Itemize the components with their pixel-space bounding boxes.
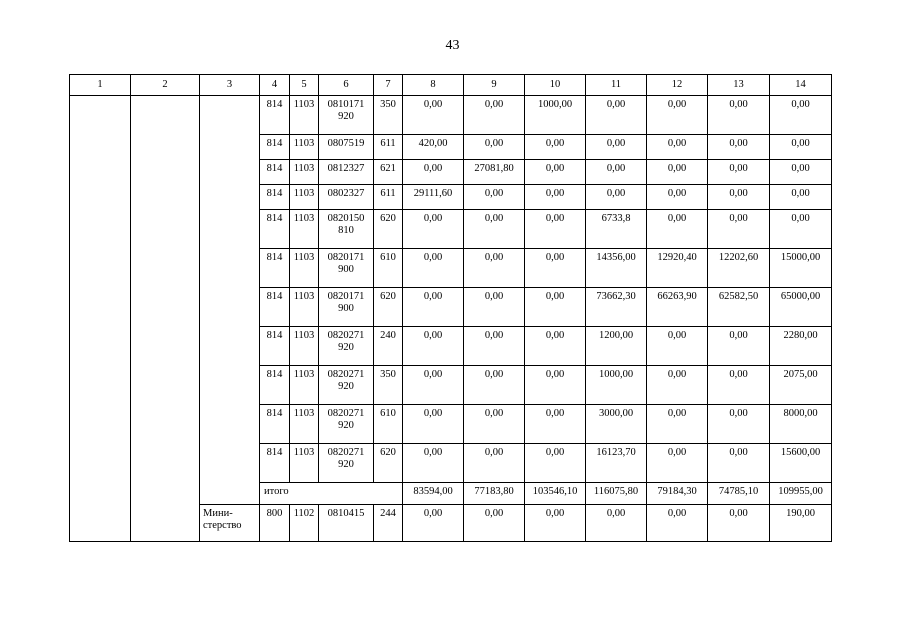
cell: 0,00 bbox=[525, 444, 586, 483]
cell: 12202,60 bbox=[708, 249, 770, 288]
cell: 620 bbox=[374, 444, 403, 483]
cell: 0,00 bbox=[464, 288, 525, 327]
cell: 0,00 bbox=[464, 210, 525, 249]
column-header: 2 bbox=[131, 75, 200, 96]
cell: 0,00 bbox=[403, 405, 464, 444]
cell: 814 bbox=[260, 288, 290, 327]
table-header-row bbox=[70, 75, 832, 96]
column-header: 3 bbox=[200, 75, 260, 96]
cell: 420,00 bbox=[403, 135, 464, 160]
cell: 814 bbox=[260, 327, 290, 366]
cell: 0,00 bbox=[770, 135, 832, 160]
total-cell: 109955,00 bbox=[770, 483, 832, 505]
cell: 0,00 bbox=[525, 405, 586, 444]
cell: 0,00 bbox=[464, 135, 525, 160]
total-cell: 103546,10 bbox=[525, 483, 586, 505]
cell: 0,00 bbox=[770, 160, 832, 185]
cell: 350 bbox=[374, 366, 403, 405]
cell: 0,00 bbox=[403, 366, 464, 405]
cell: 29111,60 bbox=[403, 185, 464, 210]
cell: 0,00 bbox=[525, 505, 586, 542]
cell: 15000,00 bbox=[770, 249, 832, 288]
cell: 610 bbox=[374, 405, 403, 444]
cell: 65000,00 bbox=[770, 288, 832, 327]
cell: 0,00 bbox=[647, 185, 708, 210]
cell: 1000,00 bbox=[586, 366, 647, 405]
cell: 0,00 bbox=[647, 135, 708, 160]
cell: 0,00 bbox=[525, 210, 586, 249]
cell: 0,00 bbox=[770, 96, 832, 135]
cell: 1103 bbox=[290, 249, 319, 288]
cell: 0820271 920 bbox=[319, 444, 374, 483]
cell: 1103 bbox=[290, 96, 319, 135]
total-cell: 116075,80 bbox=[586, 483, 647, 505]
cell: 1102 bbox=[290, 505, 319, 542]
cell: 0,00 bbox=[464, 327, 525, 366]
cell: 0,00 bbox=[525, 185, 586, 210]
cell: 814 bbox=[260, 210, 290, 249]
cell: 2280,00 bbox=[770, 327, 832, 366]
cell: 0,00 bbox=[464, 505, 525, 542]
cell: 0,00 bbox=[708, 444, 770, 483]
column-header: 8 bbox=[403, 75, 464, 96]
cell: 6733,8 bbox=[586, 210, 647, 249]
cell: 0,00 bbox=[403, 249, 464, 288]
column-header: 7 bbox=[374, 75, 403, 96]
cell: 0,00 bbox=[464, 249, 525, 288]
column-header: 11 bbox=[586, 75, 647, 96]
cell: 0,00 bbox=[464, 366, 525, 405]
cell: 0,00 bbox=[647, 366, 708, 405]
cell: 0,00 bbox=[586, 505, 647, 542]
blank-cell-col3 bbox=[200, 96, 260, 505]
cell: 0,00 bbox=[525, 160, 586, 185]
cell: 0,00 bbox=[525, 249, 586, 288]
cell: 1000,00 bbox=[525, 96, 586, 135]
cell: 814 bbox=[260, 249, 290, 288]
blank-cell-col2 bbox=[131, 96, 200, 542]
cell: 814 bbox=[260, 366, 290, 405]
cell: 0,00 bbox=[403, 327, 464, 366]
cell: 0,00 bbox=[586, 96, 647, 135]
cell: 1103 bbox=[290, 288, 319, 327]
cell: 0,00 bbox=[525, 327, 586, 366]
cell: 1103 bbox=[290, 327, 319, 366]
column-header: 13 bbox=[708, 75, 770, 96]
total-cell: 77183,80 bbox=[464, 483, 525, 505]
cell: 16123,70 bbox=[586, 444, 647, 483]
cell: 1103 bbox=[290, 444, 319, 483]
cell: 0,00 bbox=[403, 210, 464, 249]
cell: 240 bbox=[374, 327, 403, 366]
cell: 0,00 bbox=[647, 160, 708, 185]
cell: 0,00 bbox=[647, 444, 708, 483]
total-cell: 79184,30 bbox=[647, 483, 708, 505]
column-header: 1 bbox=[70, 75, 131, 96]
total-label: итого bbox=[260, 483, 403, 505]
cell: 800 bbox=[260, 505, 290, 542]
cell: 0810171 920 bbox=[319, 96, 374, 135]
cell: 0820271 920 bbox=[319, 366, 374, 405]
cell: 0,00 bbox=[647, 327, 708, 366]
cell: 0,00 bbox=[647, 96, 708, 135]
cell: 1200,00 bbox=[586, 327, 647, 366]
cell: 0,00 bbox=[464, 444, 525, 483]
cell: 0810415 bbox=[319, 505, 374, 542]
cell: 0820271 920 bbox=[319, 405, 374, 444]
cell: 621 bbox=[374, 160, 403, 185]
cell: 0,00 bbox=[525, 366, 586, 405]
cell: 0,00 bbox=[403, 444, 464, 483]
cell: 1103 bbox=[290, 210, 319, 249]
cell: 0,00 bbox=[647, 505, 708, 542]
cell: 62582,50 bbox=[708, 288, 770, 327]
cell: 66263,90 bbox=[647, 288, 708, 327]
cell: 0,00 bbox=[403, 160, 464, 185]
cell: 0,00 bbox=[647, 210, 708, 249]
budget-table bbox=[69, 74, 832, 542]
cell: 12920,40 bbox=[647, 249, 708, 288]
cell: 8000,00 bbox=[770, 405, 832, 444]
cell: 610 bbox=[374, 249, 403, 288]
column-header: 14 bbox=[770, 75, 832, 96]
cell: 0,00 bbox=[403, 96, 464, 135]
cell: 0,00 bbox=[586, 185, 647, 210]
column-header: 4 bbox=[260, 75, 290, 96]
cell: 73662,30 bbox=[586, 288, 647, 327]
cell: 1103 bbox=[290, 135, 319, 160]
cell: 0,00 bbox=[708, 135, 770, 160]
column-header: 5 bbox=[290, 75, 319, 96]
cell: 814 bbox=[260, 135, 290, 160]
page-number: 43 bbox=[445, 38, 460, 53]
ministry-label: Мини- стерство bbox=[200, 505, 260, 542]
cell: 0,00 bbox=[708, 210, 770, 249]
cell: 1103 bbox=[290, 185, 319, 210]
blank-cell-col1 bbox=[70, 96, 131, 542]
column-header: 9 bbox=[464, 75, 525, 96]
cell: 0,00 bbox=[708, 185, 770, 210]
column-header: 10 bbox=[525, 75, 586, 96]
cell: 611 bbox=[374, 135, 403, 160]
cell: 620 bbox=[374, 288, 403, 327]
cell: 190,00 bbox=[770, 505, 832, 542]
cell: 15600,00 bbox=[770, 444, 832, 483]
cell: 1103 bbox=[290, 405, 319, 444]
cell: 0802327 bbox=[319, 185, 374, 210]
cell: 1103 bbox=[290, 366, 319, 405]
cell: 14356,00 bbox=[586, 249, 647, 288]
column-header: 6 bbox=[319, 75, 374, 96]
cell: 611 bbox=[374, 185, 403, 210]
cell: 0,00 bbox=[708, 505, 770, 542]
cell: 814 bbox=[260, 405, 290, 444]
cell: 1103 bbox=[290, 160, 319, 185]
cell: 2075,00 bbox=[770, 366, 832, 405]
cell: 0,00 bbox=[464, 405, 525, 444]
cell: 0,00 bbox=[525, 135, 586, 160]
cell: 0,00 bbox=[708, 96, 770, 135]
cell: 0,00 bbox=[770, 185, 832, 210]
cell: 0820271 920 bbox=[319, 327, 374, 366]
cell: 0,00 bbox=[403, 288, 464, 327]
cell: 244 bbox=[374, 505, 403, 542]
cell: 0,00 bbox=[708, 327, 770, 366]
cell: 0,00 bbox=[647, 405, 708, 444]
column-header: 12 bbox=[647, 75, 708, 96]
total-cell: 74785,10 bbox=[708, 483, 770, 505]
cell: 0,00 bbox=[586, 135, 647, 160]
cell: 3000,00 bbox=[586, 405, 647, 444]
cell: 0,00 bbox=[770, 210, 832, 249]
cell: 0,00 bbox=[708, 405, 770, 444]
cell: 0820171 900 bbox=[319, 288, 374, 327]
total-cell: 83594,00 bbox=[403, 483, 464, 505]
cell: 0807519 bbox=[319, 135, 374, 160]
cell: 27081,80 bbox=[464, 160, 525, 185]
cell: 0,00 bbox=[708, 160, 770, 185]
cell: 814 bbox=[260, 96, 290, 135]
cell: 620 bbox=[374, 210, 403, 249]
cell: 0820171 900 bbox=[319, 249, 374, 288]
cell: 0,00 bbox=[708, 366, 770, 405]
cell: 0,00 bbox=[464, 96, 525, 135]
cell: 0,00 bbox=[525, 288, 586, 327]
cell: 0812327 bbox=[319, 160, 374, 185]
cell: 0,00 bbox=[403, 505, 464, 542]
cell: 0,00 bbox=[586, 160, 647, 185]
cell: 350 bbox=[374, 96, 403, 135]
cell: 814 bbox=[260, 185, 290, 210]
cell: 0,00 bbox=[464, 185, 525, 210]
table-row bbox=[70, 96, 832, 135]
cell: 814 bbox=[260, 160, 290, 185]
cell: 0820150 810 bbox=[319, 210, 374, 249]
cell: 814 bbox=[260, 444, 290, 483]
